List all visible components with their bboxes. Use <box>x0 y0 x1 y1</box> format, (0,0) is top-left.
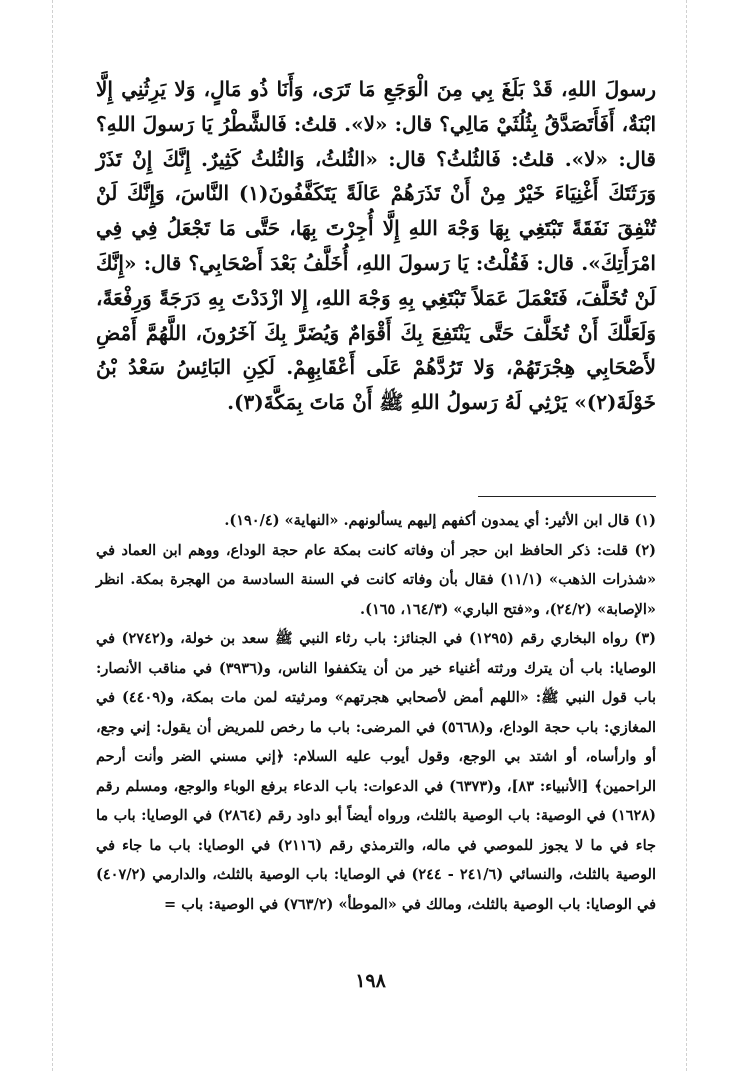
footnote-1: (١) قال ابن الأثير: أي يمدون أكفهم إليهم يسألونهم. «النهاية» (١٩٠/٤). <box>224 512 656 529</box>
body-paragraph: رسولَ اللهِ، قَدْ بَلَغَ بِي مِنَ الْوَجَعِ مَا تَرَى، وَأَنَا ذُو مَالٍ، وَلا يَرِثُنِي إِلَّا ابْنَةٌ، أَفَأَتَصَدَّقُ بِثُلُثَيْ مَالِي؟ قال: «لا». قلتُ: فَالشَّطْرُ يَا رَسولَ اللهِ؟ قال: «لا». قلتُ: فَالثُلثُ؟ قال: «الثُلثُ، وَالثُلثُ كَثِيرٌ. إِنَّكَ إِنْ تَذَرْ وَرَثَتَكَ أَغْنِيَاءَ خَيْرٌ مِنْ أَنْ تَذَرَهُمْ عَالَةً يَتَكَفَّفُونَ(١) النَّاسَ، وَإِنَّكَ لَنْ تُنْفِقَ نَفَقَةً تَبْتَغِي بِهَا وَجْهَ اللهِ إِلَّا أُجِرْتَ بِهَا، حَتَّى مَا تَجْعَلُ فِي فِي امْرَأَتِكَ». قال: فَقُلْتُ: يَا رَسولَ اللهِ، أُخَلَّفُ بَعْدَ أَصْحَابِي؟ قال: «إِنَّكَ لَنْ تُخَلَّفَ، فَتَعْمَلَ عَمَلاً تَبْتَغِي بِهِ وَجْهَ اللهِ، إِلا ازْدَدْتَ بِهِ دَرَجَةً وَرِفْعَةً، وَلَعَلَّكَ أَنْ تُخَلَّفَ حَتَّى يَنْتَفِعَ بِكَ أَقْوَامٌ وَيُضَرَّ بِكَ آخَرُونَ، اللَّهُمَّ أَمْضِ لأَصْحَابِي هِجْرَتَهُمْ، وَلا تَرُدَّهُمْ عَلَى أَعْقَابِهِمْ. لَكِنِ البَائِسُ سَعْدُ بْنُ خَوْلَةَ(٢)» يَرْثِي لَهُ رَسولُ اللهِ ﷺ أَنْ مَاتَ بِمَكَّةَ(٣). <box>96 77 656 415</box>
fold-line-right <box>686 0 687 1071</box>
footnote-2: (٢) قلت: ذكر الحافظ ابن حجر أن وفاته كانت بمكة عام حجة الوداع، ووهم ابن العماد في «شذرات الذهب» (١١/١) فقال بأن وفاته كانت في السنة السادسة من الهجرة بمكة. انظر «الإصابة» (٢٤/٢)، و«فتح الباري» (١٦٤/٣، ١٦٥). <box>96 541 657 618</box>
main-text <box>96 72 656 420</box>
fold-line-left <box>52 0 53 1071</box>
footnote-3: (٣) رواه البخاري رقم (١٢٩٥) في الجنائز: باب رثاء النبي ﷺ سعد بن خولة، و(٢٧٤٢) في الوصايا: باب أن يترك ورثته أغنياء خير من أن يتكففوا الناس، و(٣٩٣٦) في مناقب الأنصار: باب قول النبي ﷺ: «اللهم أمض لأصحابي هجرتهم» ومرثيته لمن مات بمكة، و(٤٤٠٩) في المغازي: باب حجة الوداع، و(٥٦٦٨) في المرضى: باب ما رخص للمريض أن يقول: إني وجع، أو وارأساه، أو اشتد بي الوجع، وقول أيوب عليه السلام: ﴿إني مسني الضر وأنت أرحم الراحمين﴾ [الأنبياء: ٨٣]، و(٦٣٧٣) في الدعوات: باب الدعاء برفع الوباء والوجع، ومسلم رقم (١٦٢٨) في الوصية: باب الوصية بالثلث، ورواه أيضاً أبو داود رقم (٢٨٦٤) في الوصايا: باب ما جاء في ما لا يجوز للموصي في ماله، والترمذي رقم (٢١١٦) في الوصايا: باب ما جاء في الوصية بالثلث، والنسائي (٢٤١/٦ - ٢٤٤) في الوصايا: باب الوصية بالثلث، والدارمي (٤٠٧/٢) في الوصايا: باب الوصية بالثلث، ومالك في «الموطأ» (٧٦٣/٢) في الوصية: باب = <box>96 630 656 913</box>
footnotes <box>96 506 656 919</box>
page-number: ١٩٨ <box>355 970 386 992</box>
footnote-separator <box>478 496 656 497</box>
